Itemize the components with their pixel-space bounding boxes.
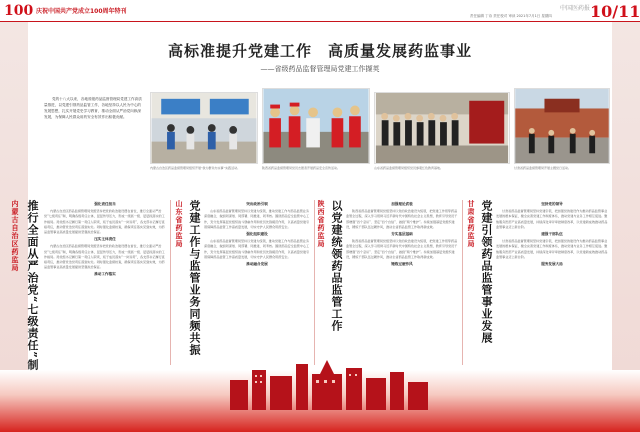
column-2-subhead-1: 突出政治引领 xyxy=(246,202,268,206)
column-1-text: 内蒙古自治区药品监督管理局党组坚持把党的政治建设摆在首位，推行全面从严治党“七级责任”制，明确各级责任主体，层层传导压力，形成一级抓一级、层层抓落实的工作格局。局党组书记履行第一责任人职责，班子成员落实“一岗双责”，各支部书记履行直接责任，推动管党治党责任落到实处。同时强化监督检查，确保责任落实见到实效，为药品监管事业高质量发展提供坚强政治保证。 xyxy=(44,209,165,235)
column-3-text: 陕西省药品监督管理局党组坚持以党的政治建设为统领，把党建工作贯穿药品监管全过程，深入学习贯彻习近平新时代中国特色社会主义思想，教育引导党员干部增强“四个意识”、坚定“四个自信”、做到“两个维护”。持续加强基层党组织建设，锤炼干部队伍过硬作风，推动全省药品监管工作取得新成效。 xyxy=(346,209,458,229)
column-3-subhead-3: 锤炼过硬作风 xyxy=(391,262,413,267)
column-divider xyxy=(314,200,315,365)
intro-paragraph: 党的十八大以来，各地省级药品监督管理局党建工作高质量推进，以党建引领药品监管工作，各地坚持以人民为中心的发展思想，扎实开展党史学习教育，推动全面从严治党向纵深发展，为保障人民群众用药安全有效作出积极贡献。 xyxy=(44,97,142,119)
column-divider xyxy=(170,200,171,365)
column-2-bureau: 山东省药监局 xyxy=(175,200,183,248)
column-1-subhead-3: 推动工作落实 xyxy=(94,272,116,277)
column-2-subhead-2: 强化组织建设 xyxy=(246,232,268,237)
anniversary-badge: 100 xyxy=(4,3,34,19)
column-2-body xyxy=(204,200,310,368)
paper-name: 中国医药报 xyxy=(560,5,591,12)
photo-caption-2: 陕西省药品监督管理局党员志愿者开展药品安全宣传活动。 xyxy=(262,166,341,170)
column-4-body xyxy=(496,200,608,368)
column-2-subhead-3: 推动融合发展 xyxy=(246,262,268,267)
column-1-subhead-1: 强化责任担当 xyxy=(94,202,116,206)
photo-caption-1: 内蒙古自治区药品监督管理局组织开展“我为群众办实事”实践活动。 xyxy=(150,166,241,170)
column-4-bureau: 甘肃省药监局 xyxy=(467,200,475,248)
column-1-text-repeat: 内蒙古自治区药品监督管理局党组坚持把党的政治建设摆在首位，推行全面从严治党“七级责任”制，明确各级责任主体，层层传导压力，形成一级抓一级、层层抓落实的工作格局。局党组书记履行第一责任人职责，班子成员落实“一岗双责”，各支部书记履行直接责任，推动管党治党责任落到实处。同时强化监督检查，确保责任落实见到实效，为药品监管事业高质量发展提供坚强政治保证。 xyxy=(44,244,165,270)
column-3-title: 以党建统领药品监管工作 xyxy=(330,200,343,332)
column-3-text-repeat: 陕西省药品监督管理局党组坚持以党的政治建设为统领，把党建工作贯穿药品监管全过程，深入学习贯彻习近平新时代中国特色社会主义思想，教育引导党员干部增强“四个意识”、坚定“四个自信”、做到“两个维护”。持续加强基层党组织建设，锤炼干部队伍过硬作风，推动全省药品监管工作取得新成效。 xyxy=(346,239,458,259)
column-1-bureau: 内蒙古自治区药监局 xyxy=(11,200,19,272)
column-3-subhead-2: 夯实基层基础 xyxy=(391,232,413,237)
column-2-text-repeat: 山东省药品监督管理局坚持以党建为统领，推动党建工作与药品监管业务深度融合，做到同谋划、同部署、同推进、同考核。围绕药品安全监管中心工作，充分发挥基层党组织战斗堡垒作用和党员先锋模范作用，以高质量党建引领保障药品监管工作高质量发展，切实守护人民群众用药安全。 xyxy=(204,239,310,259)
column-4-subhead-2: 建强干部队伍 xyxy=(541,232,563,237)
column-4-subhead-3: 服务发展大局 xyxy=(541,262,563,267)
column-1-subhead-2: 压实主体责任 xyxy=(94,237,116,242)
column-1-body xyxy=(44,200,166,368)
column-1-title: 推行全面从严治党“七级责任”制 xyxy=(26,200,39,371)
page-meta: 责任编辑 丁诗 责任校对 审读 2021年7月1日 星期四 xyxy=(470,14,552,18)
column-4-text-repeat: 甘肃省药品监督管理局坚持党建引领，把加强党的建设作为推动药品监管事业发展的根本保证，健全完善党建工作制度体系，推动党建与业务工作相互促进。聚焦服务医药产业高质量发展，持续深化审评审批制度改革，以党建新成效推动药品监管事业迈上新台阶。 xyxy=(496,239,608,259)
column-3-body xyxy=(346,200,458,368)
column-divider xyxy=(462,200,463,365)
column-4-subhead-1: 坚持党的领导 xyxy=(541,202,563,206)
photo-caption-4: 甘肃省药品监督管理局开展主题党日活动。 xyxy=(514,166,572,170)
column-4-title: 党建引领药品监管事业发展 xyxy=(480,200,493,344)
page-headline: 高标准提升党建工作 高质量发展药监事业 xyxy=(167,42,472,60)
photo-shandong xyxy=(374,92,510,164)
column-2-title: 党建工作与监管业务同频共振 xyxy=(188,200,201,356)
page-number: 10/11 xyxy=(590,2,640,21)
column-4-text: 甘肃省药品监督管理局坚持党建引领，把加强党的建设作为推动药品监管事业发展的根本保证，健全完善党建工作制度体系，推动党建与业务工作相互促进。聚焦服务医药产业高质量发展，持续深化审评审批制度改革，以党建新成效推动药品监管事业迈上新台阶。 xyxy=(496,209,608,229)
photo-inner-mongolia xyxy=(150,92,258,164)
photo-gansu xyxy=(514,88,610,164)
anniversary-title: 庆祝中国共产党成立100周年特刊 xyxy=(36,8,127,15)
photo-caption-3: 山东省药品监督管理局组织党员参观红色教育基地。 xyxy=(374,166,444,170)
column-3-subhead-1: 加强理论武装 xyxy=(391,202,413,206)
masthead xyxy=(0,0,640,22)
photo-shaanxi xyxy=(262,88,370,164)
column-3-bureau: 陕西省药监局 xyxy=(317,200,325,248)
page-subtitle: ——省级药品监督管理局党建工作撷英 xyxy=(260,65,380,73)
column-2-text: 山东省药品监督管理局坚持以党建为统领，推动党建工作与药品监管业务深度融合，做到同谋划、同部署、同推进、同考核。围绕药品安全监管中心工作，充分发挥基层党组织战斗堡垒作用和党员先锋模范作用，以高质量党建引领保障药品监管工作高质量发展，切实守护人民群众用药安全。 xyxy=(204,209,310,229)
